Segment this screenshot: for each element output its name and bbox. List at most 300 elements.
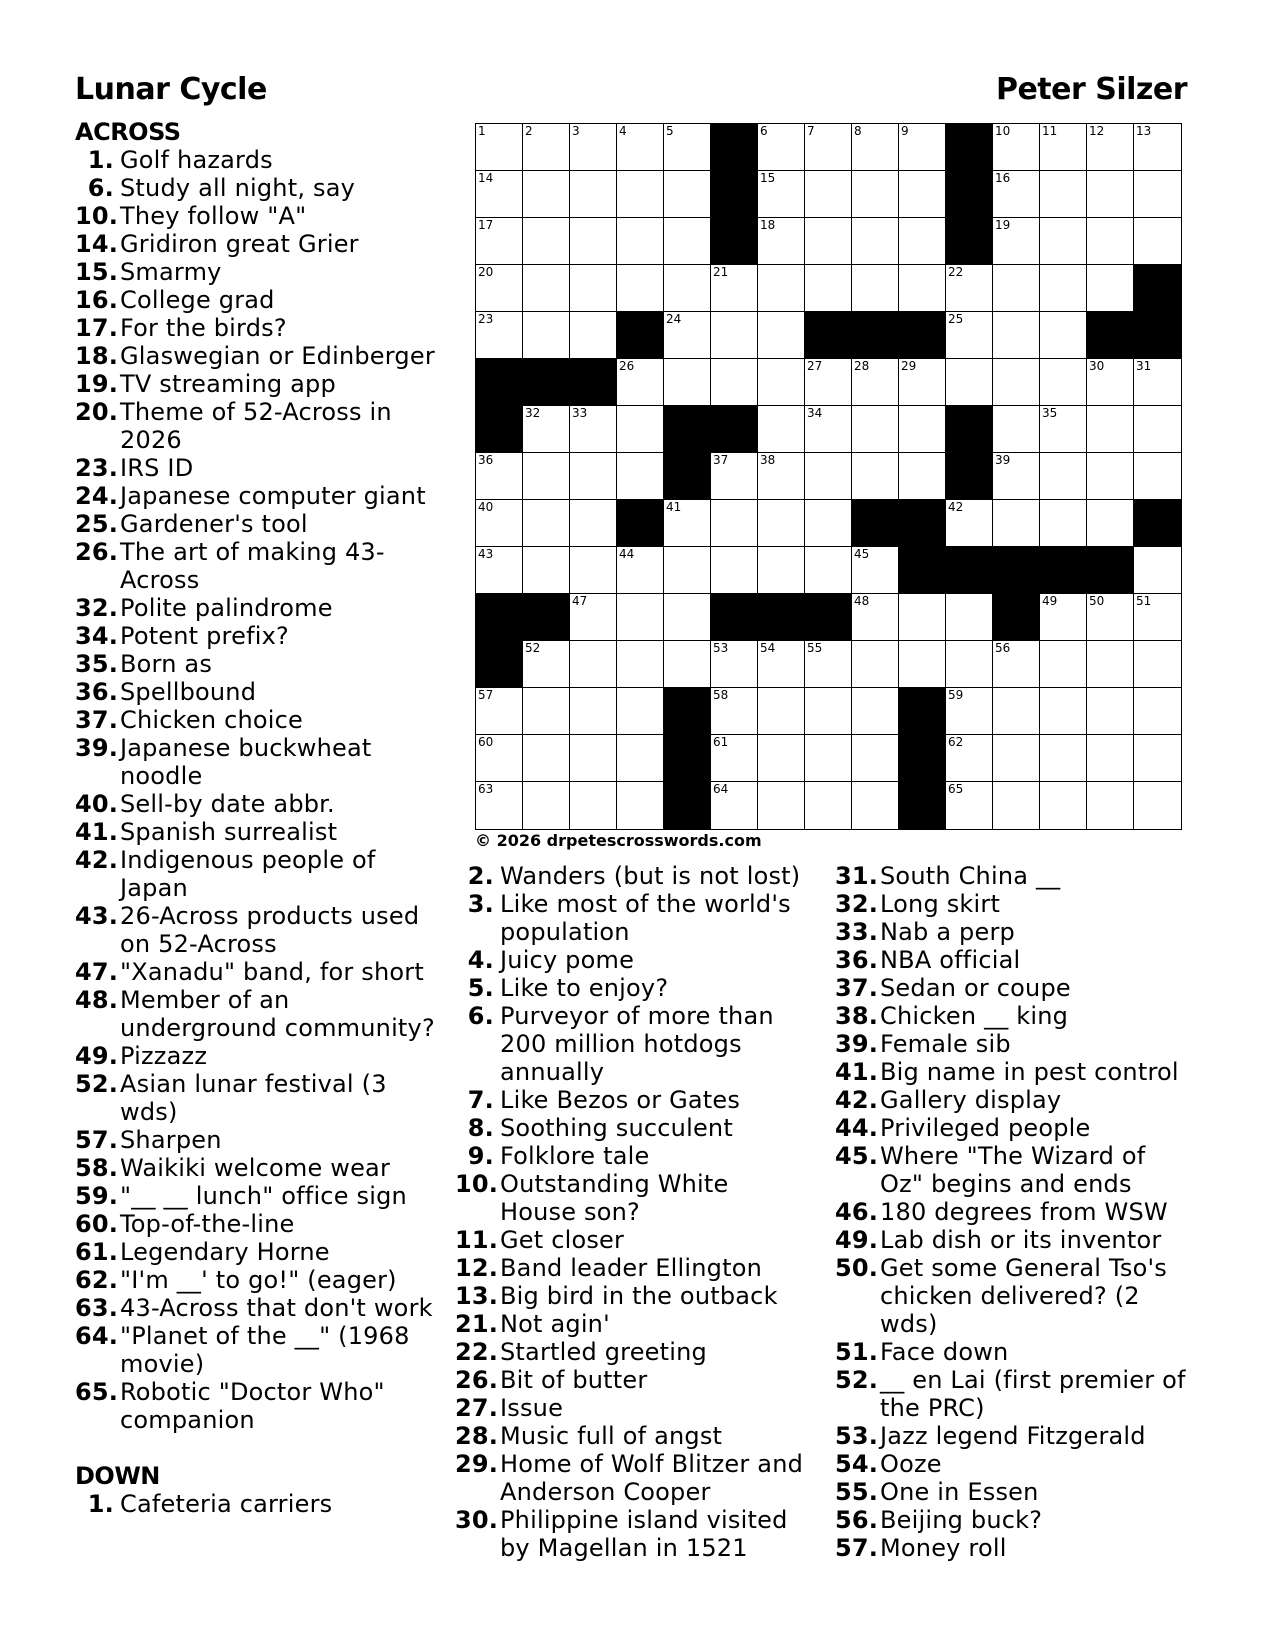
grid-cell[interactable]	[617, 547, 664, 594]
grid-cell[interactable]	[852, 359, 899, 406]
grid-cell[interactable]	[758, 171, 805, 218]
grid-cell[interactable]	[993, 171, 1040, 218]
grid-cell[interactable]	[570, 406, 617, 453]
clue-number: 10.	[75, 202, 119, 230]
clue-number: 60.	[75, 1210, 119, 1238]
clue-text: For the birds?	[120, 314, 287, 342]
grid-cell[interactable]	[1040, 265, 1087, 312]
grid-cell[interactable]	[946, 500, 993, 547]
grid-cell[interactable]	[1040, 124, 1087, 171]
cell-number: 25	[948, 312, 964, 326]
cell-number: 16	[995, 171, 1011, 185]
grid-cell[interactable]	[899, 453, 946, 500]
grid-cell[interactable]	[758, 453, 805, 500]
clue-text: Indigenous people of Japan	[120, 846, 376, 902]
grid-block	[523, 594, 570, 641]
grid-cell[interactable]	[664, 500, 711, 547]
grid-block	[946, 171, 993, 218]
clue-number: 50.	[835, 1254, 879, 1282]
down-clue	[455, 1282, 810, 1310]
grid-cell[interactable]	[523, 124, 570, 171]
grid-cell[interactable]	[1134, 688, 1181, 735]
grid-cell[interactable]	[476, 688, 523, 735]
grid-cell[interactable]	[1134, 406, 1181, 453]
cell-number: 60	[478, 735, 494, 749]
grid-cell[interactable]	[1134, 594, 1181, 641]
clue-number: 6.	[87, 174, 114, 202]
grid-cell[interactable]	[617, 359, 664, 406]
grid-cell[interactable]	[852, 782, 899, 829]
grid-cell[interactable]	[899, 406, 946, 453]
cell-number: 23	[478, 312, 494, 326]
clue-number: 47.	[75, 958, 119, 986]
grid-cell[interactable]	[852, 124, 899, 171]
cell-number: 37	[713, 453, 729, 467]
grid-cell[interactable]	[570, 218, 617, 265]
grid-cell[interactable]	[664, 641, 711, 688]
grid-cell[interactable]	[711, 265, 758, 312]
across-clue	[75, 706, 445, 734]
grid-cell[interactable]	[852, 171, 899, 218]
grid-cell[interactable]	[1134, 453, 1181, 500]
grid-cell[interactable]	[993, 312, 1040, 359]
grid-cell[interactable]	[523, 547, 570, 594]
grid-cell[interactable]	[758, 124, 805, 171]
clue-text: Band leader Ellington	[500, 1254, 763, 1282]
across-clue	[75, 1266, 445, 1294]
grid-cell[interactable]	[476, 453, 523, 500]
grid-cell[interactable]	[1087, 735, 1134, 782]
grid-cell[interactable]	[993, 265, 1040, 312]
grid-cell[interactable]	[711, 688, 758, 735]
down-clue	[835, 1366, 1195, 1422]
grid-cell[interactable]	[899, 594, 946, 641]
grid-cell[interactable]	[993, 218, 1040, 265]
clue-text: Born as	[120, 650, 213, 678]
grid-cell[interactable]	[899, 641, 946, 688]
grid-cell[interactable]	[1134, 782, 1181, 829]
clue-number: 53.	[835, 1422, 879, 1450]
grid-cell[interactable]	[1134, 124, 1181, 171]
across-clue	[75, 734, 445, 790]
cell-number: 28	[854, 359, 870, 373]
grid-cell[interactable]	[1040, 406, 1087, 453]
grid-block	[1134, 312, 1181, 359]
grid-block	[899, 547, 946, 594]
grid-cell[interactable]	[805, 265, 852, 312]
clue-text: Study all night, say	[120, 174, 355, 202]
grid-cell[interactable]	[523, 453, 570, 500]
grid-cell[interactable]	[523, 641, 570, 688]
grid-cell[interactable]	[852, 547, 899, 594]
clue-text: NBA official	[880, 946, 1021, 974]
cell-number: 57	[478, 688, 494, 702]
grid-block	[993, 547, 1040, 594]
grid-cell[interactable]	[1087, 641, 1134, 688]
grid-cell[interactable]	[899, 124, 946, 171]
grid-cell[interactable]	[711, 547, 758, 594]
grid-cell[interactable]	[758, 406, 805, 453]
grid-block	[852, 312, 899, 359]
cell-number: 49	[1042, 594, 1058, 608]
cell-number: 30	[1089, 359, 1105, 373]
grid-cell[interactable]	[758, 218, 805, 265]
grid-cell[interactable]	[852, 641, 899, 688]
grid-cell[interactable]	[758, 688, 805, 735]
grid-block	[617, 312, 664, 359]
grid-cell[interactable]	[1040, 594, 1087, 641]
grid-cell[interactable]	[899, 359, 946, 406]
grid-cell[interactable]	[805, 500, 852, 547]
grid-cell[interactable]	[805, 735, 852, 782]
clue-text: Sedan or coupe	[880, 974, 1071, 1002]
grid-cell[interactable]	[946, 312, 993, 359]
grid-cell[interactable]	[946, 359, 993, 406]
grid-cell[interactable]	[993, 359, 1040, 406]
clue-text: Glaswegian or Edinberger	[120, 342, 435, 370]
grid-cell[interactable]	[523, 218, 570, 265]
grid-cell[interactable]	[993, 782, 1040, 829]
clue-number: 22.	[455, 1338, 499, 1366]
grid-cell[interactable]	[758, 500, 805, 547]
across-clue	[75, 1126, 445, 1154]
grid-cell[interactable]	[852, 265, 899, 312]
grid-cell[interactable]	[993, 641, 1040, 688]
grid-cell[interactable]	[852, 735, 899, 782]
clue-text: Get closer	[500, 1226, 625, 1254]
grid-cell[interactable]	[758, 312, 805, 359]
grid-cell[interactable]	[852, 453, 899, 500]
grid-cell[interactable]	[476, 547, 523, 594]
grid-cell[interactable]	[993, 453, 1040, 500]
clue-text: Like to enjoy?	[500, 974, 669, 1002]
grid-cell[interactable]	[711, 782, 758, 829]
grid-cell[interactable]	[946, 735, 993, 782]
grid-cell[interactable]	[1087, 500, 1134, 547]
grid-cell[interactable]	[617, 406, 664, 453]
grid-cell[interactable]	[1040, 688, 1087, 735]
across-clue	[75, 986, 445, 1042]
grid-cell[interactable]	[523, 782, 570, 829]
grid-cell[interactable]	[523, 688, 570, 735]
grid-cell[interactable]	[1040, 453, 1087, 500]
clue-number: 9.	[467, 1142, 494, 1170]
grid-cell[interactable]	[570, 547, 617, 594]
cell-number: 26	[619, 359, 635, 373]
cell-number: 15	[760, 171, 776, 185]
across-clue	[75, 1182, 445, 1210]
down-clue	[835, 1030, 1195, 1058]
grid-block	[664, 688, 711, 735]
grid-cell[interactable]	[805, 688, 852, 735]
clue-text: Gallery display	[880, 1086, 1062, 1114]
grid-block	[711, 171, 758, 218]
cell-number: 63	[478, 782, 494, 796]
grid-cell[interactable]	[570, 641, 617, 688]
grid-cell[interactable]	[852, 594, 899, 641]
grid-cell[interactable]	[570, 453, 617, 500]
cell-number: 13	[1136, 124, 1152, 138]
grid-cell[interactable]	[1040, 359, 1087, 406]
down-clue	[455, 1450, 810, 1506]
grid-cell[interactable]	[946, 594, 993, 641]
clue-text: Big name in pest control	[880, 1058, 1179, 1086]
clue-text: 180 degrees from WSW	[880, 1198, 1168, 1226]
cell-number: 65	[948, 782, 964, 796]
cell-number: 59	[948, 688, 964, 702]
grid-cell[interactable]	[1134, 735, 1181, 782]
grid-cell[interactable]	[993, 124, 1040, 171]
cell-number: 61	[713, 735, 729, 749]
across-clue	[75, 622, 445, 650]
grid-cell[interactable]	[476, 735, 523, 782]
grid-cell[interactable]	[664, 124, 711, 171]
grid-cell[interactable]	[899, 265, 946, 312]
down-clue	[835, 918, 1195, 946]
grid-cell[interactable]	[946, 641, 993, 688]
grid-block	[1134, 265, 1181, 312]
grid-cell[interactable]	[1087, 453, 1134, 500]
grid-cell[interactable]	[1134, 171, 1181, 218]
grid-cell[interactable]	[1040, 735, 1087, 782]
down-clue	[455, 1422, 810, 1450]
grid-cell[interactable]	[523, 406, 570, 453]
grid-cell[interactable]	[664, 359, 711, 406]
grid-cell[interactable]	[617, 594, 664, 641]
grid-cell[interactable]	[852, 688, 899, 735]
crossword-grid	[475, 123, 1182, 830]
grid-block	[1087, 547, 1134, 594]
grid-cell[interactable]	[1087, 265, 1134, 312]
grid-cell[interactable]	[1087, 124, 1134, 171]
cell-number: 35	[1042, 406, 1058, 420]
clue-number: 51.	[835, 1338, 879, 1366]
grid-cell[interactable]	[1040, 782, 1087, 829]
grid-cell[interactable]	[946, 265, 993, 312]
down-clue	[455, 946, 810, 974]
grid-cell[interactable]	[1087, 218, 1134, 265]
grid-block	[805, 594, 852, 641]
cell-number: 55	[807, 641, 823, 655]
clue-text: Privileged people	[880, 1114, 1091, 1142]
grid-cell[interactable]	[664, 547, 711, 594]
grid-cell[interactable]	[570, 735, 617, 782]
grid-cell[interactable]	[617, 782, 664, 829]
clue-text: Nab a perp	[880, 918, 1015, 946]
clue-number: 33.	[835, 918, 879, 946]
grid-cell[interactable]	[570, 782, 617, 829]
grid-cell[interactable]	[476, 218, 523, 265]
grid-cell[interactable]	[899, 171, 946, 218]
grid-block	[899, 312, 946, 359]
grid-cell[interactable]	[476, 171, 523, 218]
down-clue	[455, 1226, 810, 1254]
grid-cell[interactable]	[758, 782, 805, 829]
grid-cell[interactable]	[805, 406, 852, 453]
grid-cell[interactable]	[758, 735, 805, 782]
grid-cell[interactable]	[476, 124, 523, 171]
across-clue	[75, 370, 445, 398]
clue-number: 25.	[75, 510, 119, 538]
cell-number: 22	[948, 265, 964, 279]
grid-cell[interactable]	[523, 312, 570, 359]
clue-text: Where "The Wizard of Oz" begins and ends	[880, 1142, 1146, 1198]
grid-cell[interactable]	[758, 359, 805, 406]
grid-cell[interactable]	[805, 547, 852, 594]
across-clue	[75, 1210, 445, 1238]
cell-number: 48	[854, 594, 870, 608]
grid-cell[interactable]	[805, 641, 852, 688]
clue-number: 12.	[455, 1254, 499, 1282]
grid-cell[interactable]	[570, 312, 617, 359]
grid-cell[interactable]	[476, 782, 523, 829]
grid-cell[interactable]	[617, 218, 664, 265]
clue-text: Robotic "Doctor Who" companion	[120, 1378, 385, 1434]
grid-cell[interactable]	[805, 124, 852, 171]
grid-cell[interactable]	[758, 265, 805, 312]
down-clue	[455, 1086, 810, 1114]
clue-number: 64.	[75, 1322, 119, 1350]
grid-cell[interactable]	[570, 171, 617, 218]
grid-cell[interactable]	[1040, 218, 1087, 265]
grid-cell[interactable]	[664, 594, 711, 641]
grid-cell[interactable]	[711, 312, 758, 359]
grid-cell[interactable]	[711, 641, 758, 688]
grid-cell[interactable]	[711, 453, 758, 500]
grid-cell[interactable]	[711, 500, 758, 547]
grid-cell[interactable]	[617, 265, 664, 312]
clue-number: 32.	[835, 890, 879, 918]
grid-block	[899, 735, 946, 782]
grid-cell[interactable]	[758, 641, 805, 688]
grid-cell[interactable]	[523, 735, 570, 782]
grid-cell[interactable]	[805, 359, 852, 406]
grid-cell[interactable]	[993, 735, 1040, 782]
across-clue	[75, 1042, 445, 1070]
grid-cell[interactable]	[946, 688, 993, 735]
cell-number: 56	[995, 641, 1011, 655]
grid-cell[interactable]	[523, 171, 570, 218]
across-clue	[75, 342, 445, 370]
grid-cell[interactable]	[617, 124, 664, 171]
clue-text: Folklore tale	[500, 1142, 650, 1170]
clue-text: They follow "A"	[120, 202, 307, 230]
grid-cell[interactable]	[664, 218, 711, 265]
grid-cell[interactable]	[570, 594, 617, 641]
across-clue	[75, 1154, 445, 1182]
clue-number: 16.	[75, 286, 119, 314]
grid-cell[interactable]	[617, 171, 664, 218]
across-clue	[75, 818, 445, 846]
grid-cell[interactable]	[476, 500, 523, 547]
clue-number: 8.	[467, 1114, 494, 1142]
grid-cell[interactable]	[1087, 688, 1134, 735]
grid-cell[interactable]	[1087, 594, 1134, 641]
cell-number: 40	[478, 500, 494, 514]
grid-cell[interactable]	[1134, 359, 1181, 406]
grid-cell[interactable]	[1087, 782, 1134, 829]
grid-cell[interactable]	[1040, 500, 1087, 547]
clue-text: Asian lunar festival (3 wds)	[120, 1070, 387, 1126]
clue-text: Jazz legend Fitzgerald	[880, 1422, 1146, 1450]
clue-number: 55.	[835, 1478, 879, 1506]
grid-cell[interactable]	[946, 782, 993, 829]
grid-cell[interactable]	[1087, 171, 1134, 218]
grid-cell[interactable]	[664, 265, 711, 312]
grid-cell[interactable]	[993, 406, 1040, 453]
grid-cell[interactable]	[570, 688, 617, 735]
grid-cell[interactable]	[617, 735, 664, 782]
clue-number: 21.	[455, 1310, 499, 1338]
grid-cell[interactable]	[1040, 171, 1087, 218]
grid-cell[interactable]	[899, 218, 946, 265]
down-clue	[835, 946, 1195, 974]
cell-number: 53	[713, 641, 729, 655]
grid-cell[interactable]	[617, 688, 664, 735]
clue-text: Member of an underground community?	[120, 986, 435, 1042]
down-clue	[835, 1086, 1195, 1114]
clue-text: Like most of the world's population	[500, 890, 791, 946]
cell-number: 58	[713, 688, 729, 702]
clue-number: 23.	[75, 454, 119, 482]
grid-cell[interactable]	[1040, 312, 1087, 359]
grid-cell[interactable]	[758, 547, 805, 594]
grid-cell[interactable]	[476, 265, 523, 312]
grid-cell[interactable]	[711, 735, 758, 782]
grid-cell[interactable]	[617, 641, 664, 688]
grid-cell[interactable]	[1134, 547, 1181, 594]
grid-cell[interactable]	[1134, 641, 1181, 688]
grid-cell[interactable]	[711, 359, 758, 406]
grid-cell[interactable]	[476, 312, 523, 359]
clue-column-right	[835, 862, 1195, 1562]
cell-number: 34	[807, 406, 823, 420]
grid-cell[interactable]	[664, 171, 711, 218]
grid-cell[interactable]	[852, 406, 899, 453]
across-clue	[75, 258, 445, 286]
clue-number: 26.	[455, 1366, 499, 1394]
grid-cell[interactable]	[1040, 641, 1087, 688]
grid-cell[interactable]	[523, 265, 570, 312]
grid-cell[interactable]	[570, 124, 617, 171]
grid-cell[interactable]	[805, 453, 852, 500]
clue-text: Big bird in the outback	[500, 1282, 778, 1310]
grid-cell[interactable]	[617, 453, 664, 500]
cell-number: 33	[572, 406, 588, 420]
grid-cell[interactable]	[852, 218, 899, 265]
grid-cell[interactable]	[1134, 218, 1181, 265]
grid-cell[interactable]	[805, 171, 852, 218]
grid-cell[interactable]	[805, 218, 852, 265]
clue-number: 14.	[75, 230, 119, 258]
grid-cell[interactable]	[1087, 406, 1134, 453]
grid-cell[interactable]	[570, 265, 617, 312]
grid-cell[interactable]	[664, 312, 711, 359]
grid-cell[interactable]	[805, 782, 852, 829]
grid-cell[interactable]	[993, 500, 1040, 547]
clue-number: 48.	[75, 986, 119, 1014]
cell-number: 24	[666, 312, 682, 326]
grid-cell[interactable]	[523, 500, 570, 547]
down-clue	[835, 862, 1195, 890]
cell-number: 1	[478, 124, 486, 138]
clue-number: 31.	[835, 862, 879, 890]
clue-number: 59.	[75, 1182, 119, 1210]
clue-text: Smarmy	[120, 258, 222, 286]
grid-cell[interactable]	[993, 688, 1040, 735]
grid-cell[interactable]	[570, 500, 617, 547]
grid-cell[interactable]	[1087, 359, 1134, 406]
